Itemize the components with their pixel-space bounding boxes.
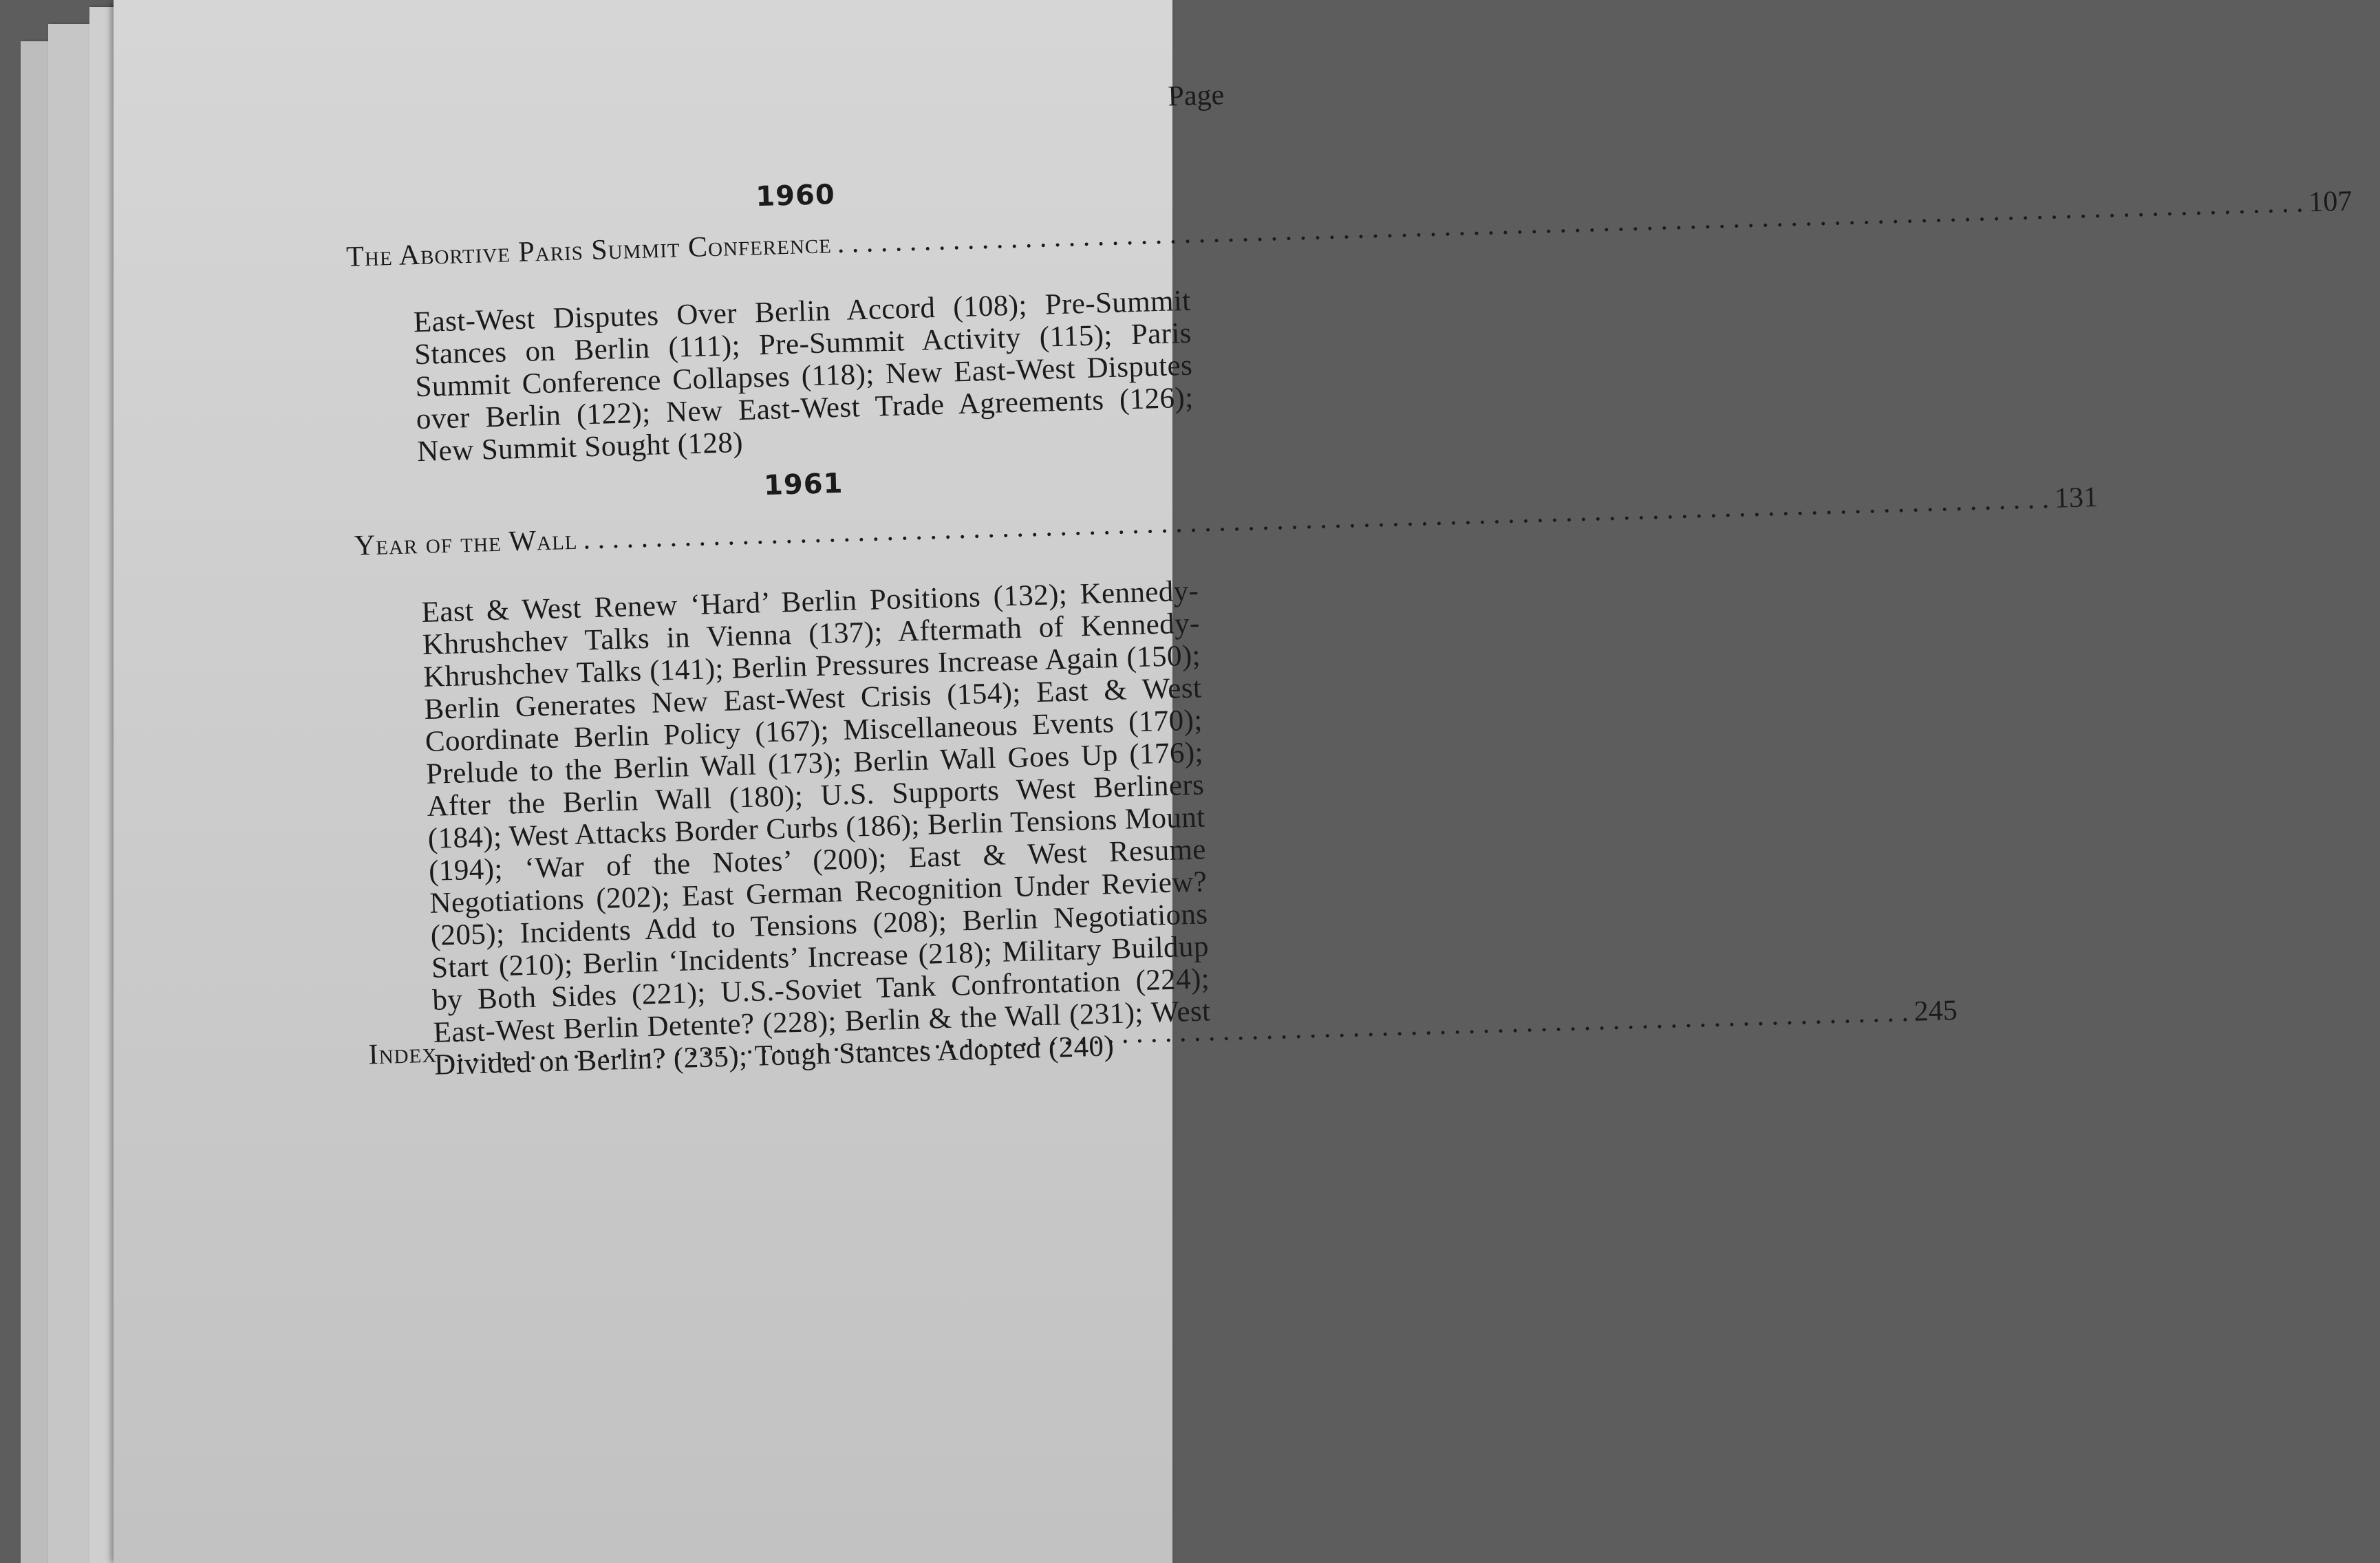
table-of-contents	[342, 78, 2352, 1258]
year-heading-1960: 1960	[755, 179, 836, 213]
year-heading-1961: 1961	[763, 467, 844, 502]
toc-entry-summary: East & West Renew ‘Hard’ Berlin Positions (132); Kennedy-Khrushchev Talks in Vienna (137); Aftermath of Kennedy-Khrushchev Talks (141); Berlin Pressures Increase Again (150); Berlin Generates New East-West Crisis (154); East & West Coordinate Berlin Policy (167); Miscellaneous Events (170); Prelude to the Berlin Wall (173); Berlin Wall Goes Up (176); After the Berlin Wall (180); U.S. Supports West Berliners (184); West Attacks Border Curbs (186); Berlin Tensions Mount (194); ‘War of the Notes’ (200); East & West Resume Negotiations (202); East German Recognition Under Review? (205); Incidents Add to Tensions (208); Berlin Negotiations Start (210); Berlin ‘Incidents’ Increase (218); Military Buildup by Both Sides (221); U.S.-Soviet Tank Confrontation (224); East-West Berlin Detente? (228); Berlin & the Wall (231); West Divided on Berlin? (235); Tough Stances Adopted (240)	[421, 574, 1211, 1081]
page-column-header: Page	[1167, 79, 1225, 113]
toc-entry-title: Index	[368, 1037, 438, 1071]
toc-entry-summary: East-West Disputes Over Berlin Accord (108); Pre-Summit Stances on Berlin (111); Pre-Summit Activity (115); Paris Summit Conference Collapses (118); New East-West Disputes over Berlin (122); New East-West Trade Agreements (126); New Summit Sought (128)	[413, 284, 1194, 468]
book-page	[114, 0, 2352, 1563]
toc-entry-page: 107	[2308, 185, 2352, 219]
toc-entry-title: Year of the Wall	[354, 524, 579, 562]
toc-entry-page: 245	[1913, 994, 1958, 1028]
toc-entry-title: The Abortive Paris Summit Conference	[345, 228, 833, 273]
toc-entry-page: 131	[2054, 481, 2099, 515]
